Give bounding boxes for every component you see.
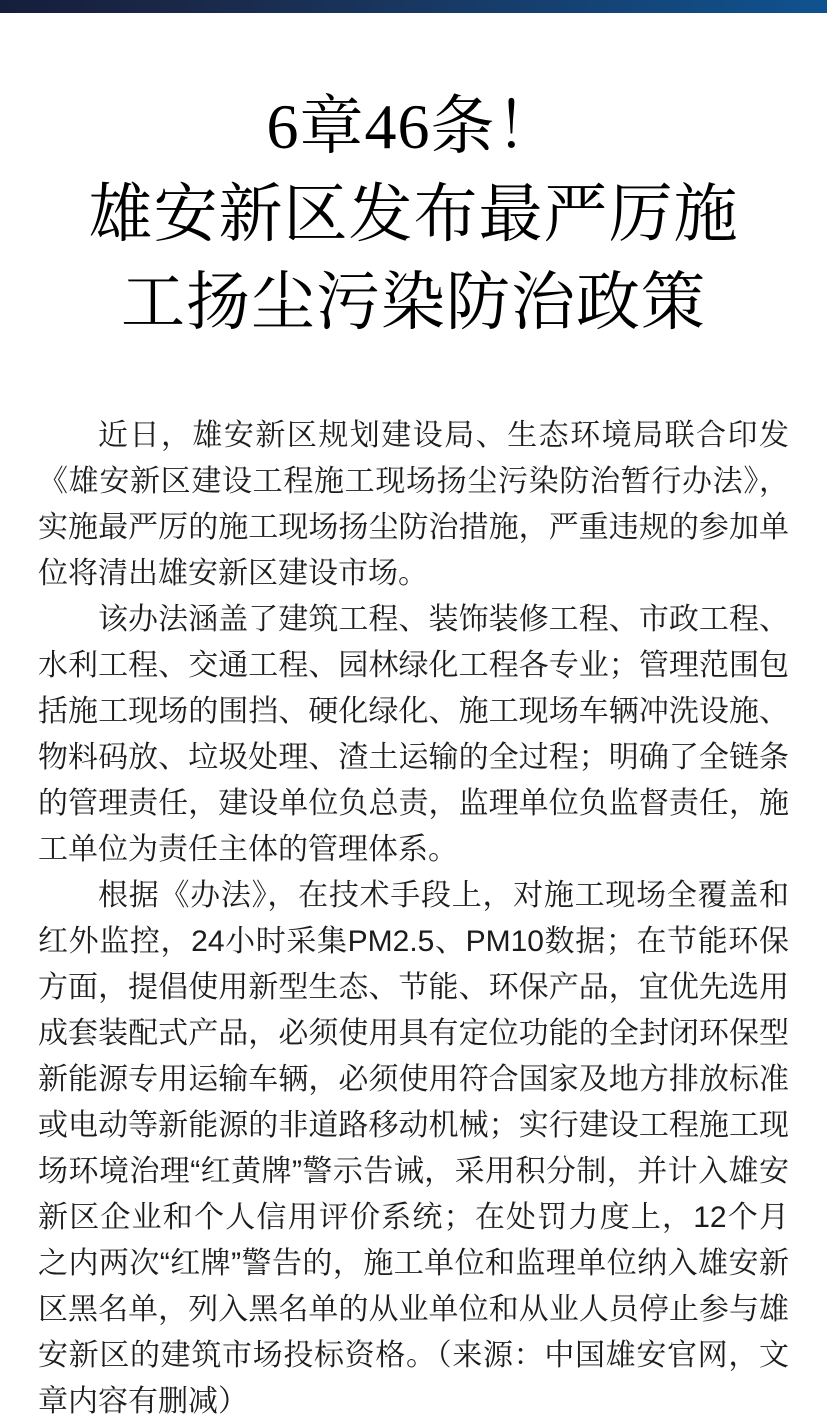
article-body — [38, 413, 789, 1425]
title-line-1: 6章46条！ — [266, 91, 561, 162]
title-line-3: 工扬尘污染防治政策 — [121, 267, 706, 338]
paragraph-intro: 近日，雄安新区规划建设局、生态环境局联合印发《雄安新区建设工程施工现场扬尘污染防治暂行办法》，实施最严厉的施工现场扬尘防治措施，严重违规的参加单位将清出雄安新区建设市场。 — [38, 419, 789, 590]
paragraph-scope: 该办法涵盖了建筑工程、装饰装修工程、市政工程、水利工程、交通工程、园林绿化工程各专业；管理范围包括施工现场的围挡、硬化绿化、施工现场车辆冲洗设施、物料码放、垃圾处理、渣土运输的全过程；明确了全链条的管理责任，建设单位负总责，监理单位负监督责任，施工单位为责任主体的管理体系。 — [38, 603, 789, 866]
title-line-2: 雄安新区发布最严厉施 — [88, 179, 739, 250]
article-title — [0, 83, 827, 347]
paragraph-measures: 根据《办法》，在技术手段上，对施工现场全覆盖和红外监控，24小时采集PM2.5、PM10数据；在节能环保方面，提倡使用新型生态、节能、环保产品，宜优先选用成套装配式产品，必须使用具有定位功能的全封闭环保型新能源专用运输车辆，必须使用符合国家及地方排放标准或电动等新能源的非道路移动机械；实行建设工程施工现场环境治理“红黄牌”警示告诫，采用积分制，并计入雄安新区企业和个人信用评价系统；在处罚力度上，12个月之内两次“红牌”警告的，施工单位和监理单位纳入雄安新区黑名单，列入黑名单的从业单位和从业人员停止参与雄安新区的建筑市场投标资格。（来源：中国雄安官网，文章内容有删减） — [38, 879, 789, 1418]
top-gradient-bar — [0, 0, 827, 13]
